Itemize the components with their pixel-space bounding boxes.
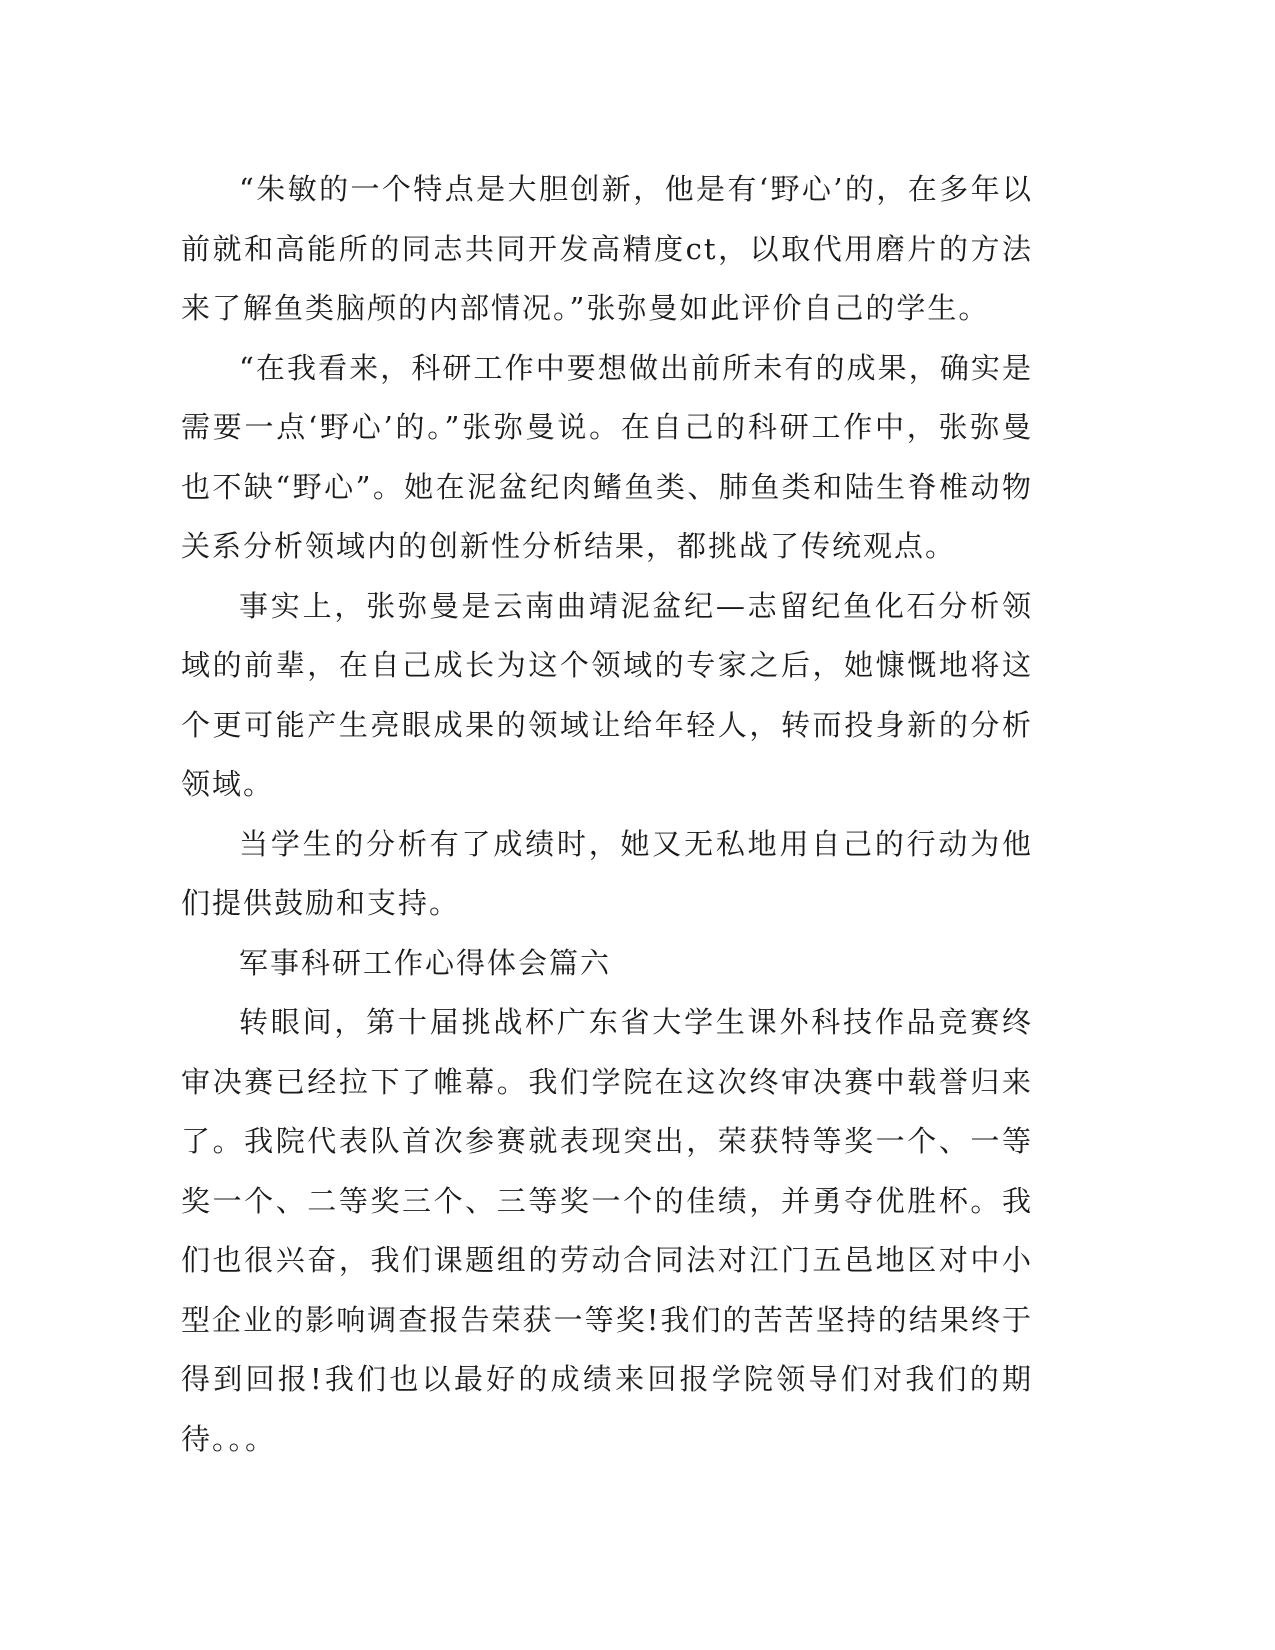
paragraph-2: “在我看来，科研工作中要想做出前所未有的成果，确实是需要一点‘野心’的。”张弥曼说。在自己的科研工作中，张弥曼也不缺“野心”。她在泥盆纪肉鳍鱼类、肺鱼类和陆生脊椎动物关系分析领域内的创新性分析结果，都挑战了传统观点。 [181,350,1033,563]
paragraph-1: “朱敏的一个特点是大胆创新，他是有‘野心’的，在多年以前就和高能所的同志共同开发高精度ct，以取代用磨片的方法来了解鱼类脑颅的内部情况。”张弥曼如此评价自己的学生。 [181,172,1033,325]
paragraph-3: 事实上，张弥曼是云南曲靖泥盆纪—志留纪鱼化石分析领域的前辈，在自己成长为这个领域的专家之后，她慷慨地将这个更可能产生亮眼成果的领域让给年轻人，转而投身新的分析领域。 [181,588,1033,801]
section-heading: 军事科研工作心得体会篇六 [239,945,612,980]
document-body [181,160,1033,1469]
paragraph-4: 当学生的分析有了成绩时，她又无私地用自己的行动为他们提供鼓励和支持。 [181,826,1033,920]
paragraph-5: 转眼间，第十届挑战杯广东省大学生课外科技作品竞赛终审决赛已经拉下了帷幕。我们学院在这次终审决赛中载誉归来了。我院代表队首次参赛就表现突出，荣获特等奖一个、一等奖一个、二等奖三个、三等奖一个的佳绩，并勇夺优胜杯。我们也很兴奋，我们课题组的劳动合同法对江门五邑地区对中小型企业的影响调查报告荣获一等奖!我们的苦苦坚持的结果终于得到回报!我们也以最好的成绩来回报学院领导们对我们的期待。。。 [181,1005,1033,1456]
